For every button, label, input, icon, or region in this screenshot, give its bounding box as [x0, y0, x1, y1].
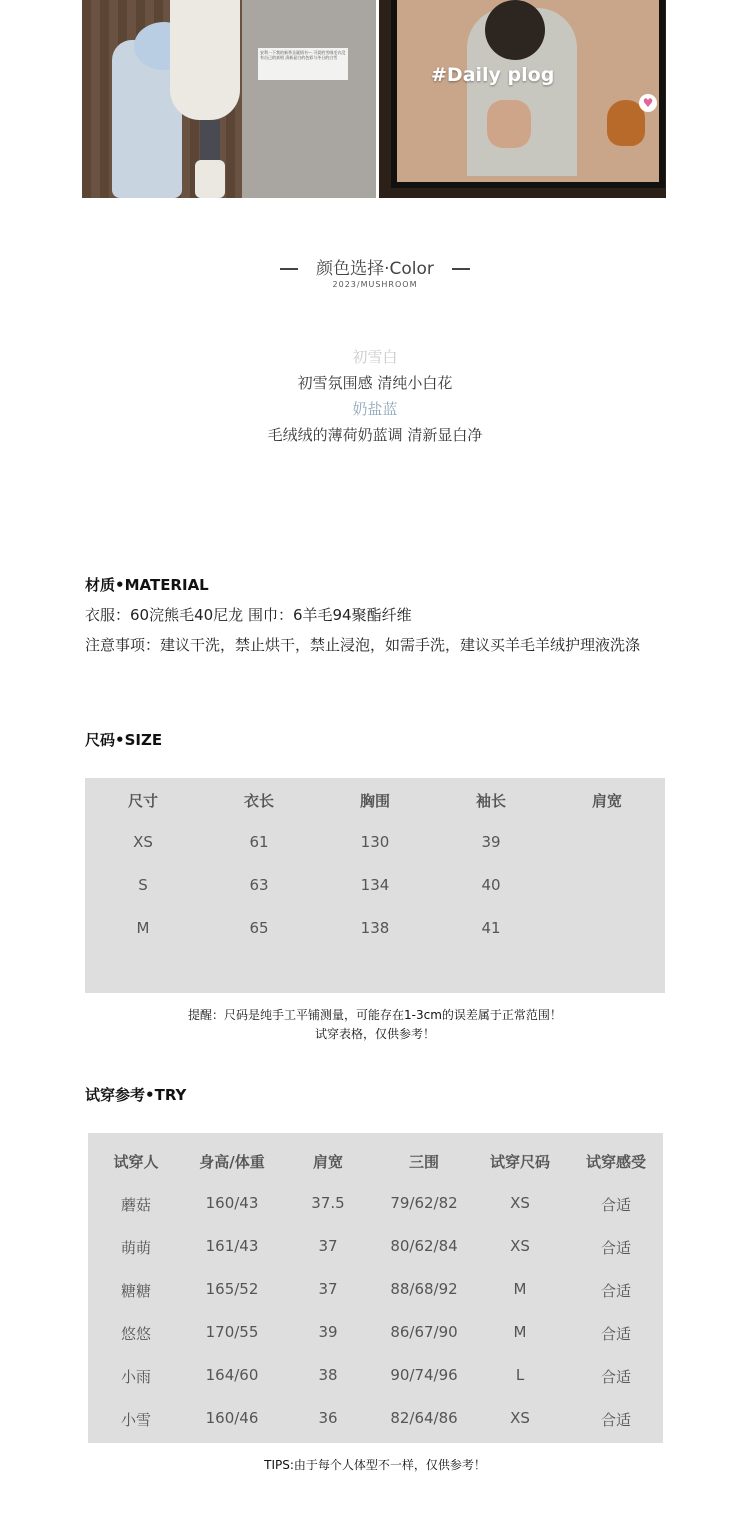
size-table-cell: M	[136, 919, 150, 937]
try-table-cell: 79/62/82	[390, 1194, 458, 1212]
heart-sticker-icon: ♥	[639, 94, 657, 112]
try-table-cell: 糖糖	[120, 1282, 151, 1300]
try-header-cell: 身高/体重	[199, 1153, 265, 1171]
try-table-cell: 36	[318, 1409, 338, 1427]
try-header-cell: 肩宽	[312, 1153, 343, 1171]
try-table-cell: 小雨	[120, 1368, 151, 1386]
size-table-cell: 61	[249, 833, 269, 851]
size-table-cell: 134	[360, 876, 390, 894]
photo-outdoor	[82, 0, 376, 198]
try-table-cell: 合适	[600, 1239, 631, 1257]
try-tips: TIPS:由于每个人体型不一样，仅供参考！	[264, 1458, 486, 1472]
model-boot	[195, 160, 225, 198]
model-hair	[485, 0, 545, 60]
try-header-cell: 试穿人	[113, 1153, 159, 1171]
try-table-cell: 37	[318, 1237, 338, 1255]
try-table-cell: 160/43	[205, 1194, 259, 1212]
try-table-cell: 86/67/90	[390, 1323, 458, 1341]
size-table-cell: 138	[360, 919, 390, 937]
size-header-cell: 尺寸	[127, 792, 158, 810]
try-table-cell: 90/74/96	[390, 1366, 458, 1384]
photo-mirror	[379, 0, 666, 198]
try-table-cell: 合适	[600, 1411, 631, 1429]
try-table-cell: 小雪	[120, 1411, 151, 1429]
try-table-cell: 161/43	[205, 1237, 259, 1255]
size-table-cell: 39	[481, 833, 501, 851]
try-table-cell: L	[515, 1366, 525, 1384]
model-white-sweater	[170, 0, 240, 120]
size-table-cell: 65	[249, 919, 269, 937]
daily-plog-text: #Daily plog	[431, 64, 555, 86]
size-header-cell: 肩宽	[591, 792, 622, 810]
try-table-cell: 合适	[600, 1325, 631, 1343]
material-composition: 衣服：60浣熊毛40尼龙 围巾：6羊毛94聚酯纤维	[85, 606, 412, 624]
try-table-cell: 悠悠	[120, 1325, 151, 1343]
try-table-cell: 164/60	[205, 1366, 259, 1384]
mittens	[487, 100, 531, 148]
try-table-cell: XS	[510, 1237, 530, 1255]
try-header-cell: 三围	[408, 1153, 439, 1171]
care-instructions: 注意事项：建议干洗，禁止烘干，禁止浸泡，如需手洗，建议买羊毛羊绒护理液洗涤	[85, 636, 641, 654]
try-header-cell: 试穿感受	[585, 1153, 646, 1171]
color-section-subtitle: 2023/MUSHROOM	[332, 280, 418, 289]
try-table-cell: 160/46	[205, 1409, 259, 1427]
size-header-cell: 衣长	[243, 792, 274, 810]
product-photos	[82, 0, 666, 198]
try-header-cell: 试穿尺码	[489, 1153, 550, 1171]
try-table-cell: 80/62/84	[390, 1237, 458, 1255]
try-title: 试穿参考•TRY	[85, 1086, 187, 1104]
try-table-cell: 39	[318, 1323, 338, 1341]
size-table-cell: 40	[481, 876, 501, 894]
try-table-cell: XS	[510, 1194, 530, 1212]
color-desc-white: 初雪氛围感 清纯小白花	[297, 374, 453, 392]
size-table-cell: 41	[481, 919, 501, 937]
try-table-cell: 37	[318, 1280, 338, 1298]
mirror-frame	[391, 0, 665, 188]
try-table-cell: 萌萌	[120, 1239, 151, 1257]
try-table-cell: 170/55	[205, 1323, 259, 1341]
color-section-title	[0, 254, 750, 279]
photo-note-card: 安利一下我的新季圣诞情书～ 可爱的雪绒毛衣没有自己的真相 清新显白的色彩与冬日的白雪	[258, 48, 348, 80]
size-header-cell: 袖长	[475, 792, 506, 810]
concrete-wall	[242, 0, 376, 198]
try-table-cell: M	[513, 1280, 527, 1298]
size-header-cell: 胸围	[359, 792, 390, 810]
try-table-cell: 37.5	[311, 1194, 345, 1212]
size-table-cell: XS	[133, 833, 153, 851]
size-table-cell: 63	[249, 876, 269, 894]
size-table-cell: S	[138, 876, 148, 894]
size-note-secondary: 试穿表格，仅供参考！	[314, 1027, 435, 1041]
color-title-text: 颜色选择·Color	[316, 259, 434, 279]
material-title: 材质•MATERIAL	[85, 576, 209, 594]
try-table	[88, 1133, 663, 1443]
try-table-cell: 88/68/92	[390, 1280, 458, 1298]
size-note: 提醒：尺码是纯手工平铺测量，可能存在1-3cm的误差属于正常范围！	[188, 1008, 562, 1022]
color-name-blue: 奶盐蓝	[352, 400, 398, 418]
try-table-cell: 合适	[600, 1368, 631, 1386]
color-desc-blue: 毛绒绒的薄荷奶蓝调 清新显白净	[267, 426, 483, 444]
title-dash-right	[452, 268, 470, 270]
try-table-cell: M	[513, 1323, 527, 1341]
size-title: 尺码•SIZE	[85, 731, 163, 749]
try-table-cell: 82/64/86	[390, 1409, 458, 1427]
try-table-cell: 合适	[600, 1196, 631, 1214]
try-table-cell: 合适	[600, 1282, 631, 1300]
color-name-white: 初雪白	[352, 348, 398, 366]
try-table-cell: 蘑菇	[120, 1196, 151, 1214]
size-table	[85, 778, 665, 993]
size-table-cell: 130	[360, 833, 390, 851]
try-table-cell: 38	[318, 1366, 338, 1384]
try-table-cell: XS	[510, 1409, 530, 1427]
try-table-cell: 165/52	[205, 1280, 259, 1298]
title-dash-left	[280, 268, 298, 270]
